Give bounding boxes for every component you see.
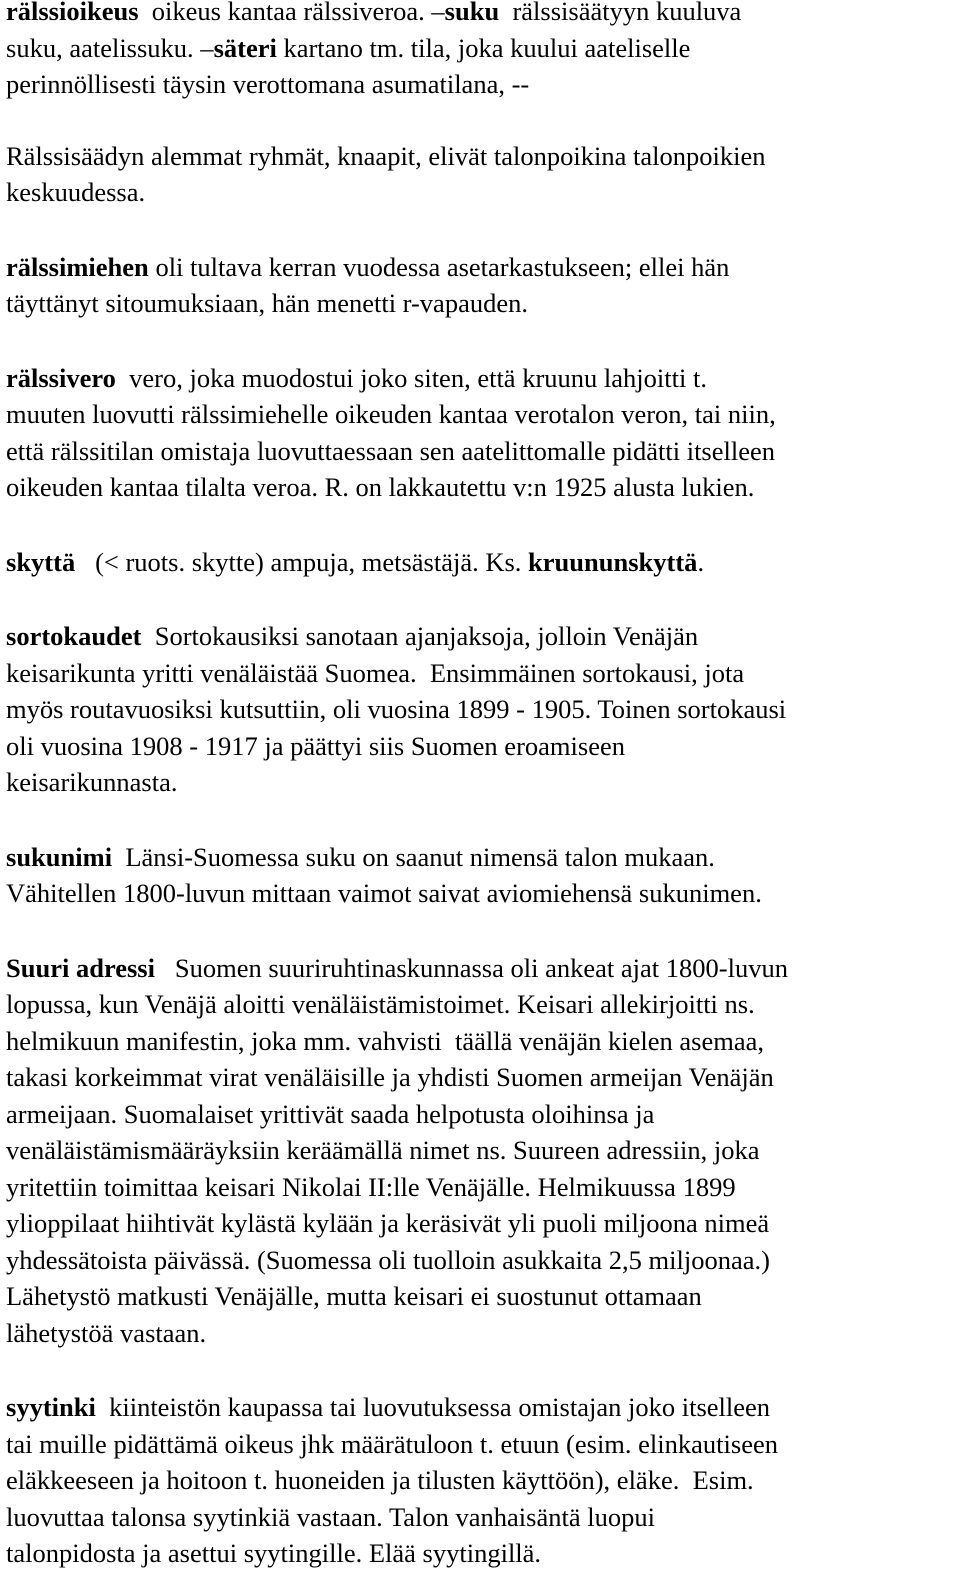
definition-text: Lähetystö matkusti Venäjälle, mutta keisari ei suostunut ottamaan <box>6 1281 702 1311</box>
text-line <box>6 285 956 322</box>
definition-text: kiinteistön kaupassa tai luovutuksessa omistajan joko itselleen <box>95 1392 771 1422</box>
definition-text: Sortokausiksi sanotaan ajanjaksoja, jolloin Venäjän <box>141 621 699 651</box>
text-line <box>6 469 956 506</box>
text-line <box>6 986 956 1023</box>
entry-skytta <box>6 544 956 581</box>
text-line <box>6 691 956 728</box>
entry-ralssimies <box>6 249 956 322</box>
definition-text: (< ruots. skytte) ampuja, metsästäjä. Ks. <box>75 546 529 577</box>
definition-text: keisarikunnasta. <box>6 767 178 797</box>
definition-text: oli vuosina 1908 - 1917 ja päättyi siis Suomen eroamiseen <box>6 730 625 761</box>
term: Suuri adressi <box>6 952 155 983</box>
definition-text: Rälssisäädyn alemmat ryhmät, knaapit, elivät talonpoikina talonpoikien <box>6 140 766 171</box>
definition-text: oikeuden kantaa tilalta veroa. R. on lakkautettu v:n 1925 alusta lukien. <box>6 472 755 502</box>
entry-ralssisaaty <box>6 138 956 211</box>
text-line <box>6 1499 956 1536</box>
entry-ralssivero <box>6 360 956 506</box>
text-line <box>6 360 956 397</box>
definition-text: luovuttaa talonsa syytinkiä vastaan. Talon vanhaisäntä luopui <box>6 1501 655 1532</box>
definition-text: kartano tm. tila, joka kuului aateliselle <box>276 32 691 63</box>
definition-text: lopussa, kun Venäjä aloitti venäläistämistoimet. Keisari allekirjoitti ns. <box>6 989 755 1019</box>
document-page <box>6 0 956 1572</box>
definition-text: oli tultava kerran vuodessa asetarkastukseen; ellei hän <box>148 251 730 282</box>
text-line <box>6 1426 956 1463</box>
definition-text: oikeus kantaa rälssiveroa. – <box>138 0 445 26</box>
text-line <box>6 618 956 655</box>
text-line <box>6 0 956 30</box>
text-line <box>6 1205 956 1242</box>
definition-text: takasi korkeimmat virat venäläisille ja yhdisti Suomen armeijan Venäjän <box>6 1062 774 1092</box>
text-line <box>6 655 956 692</box>
entry-sortokaudet <box>6 618 956 801</box>
entry-suuri-adressi <box>6 950 956 1352</box>
definition-text: vero, joka muodostui joko siten, että kruunu lahjoitti t. <box>115 362 707 393</box>
definition-text: talonpidosta ja asettui syytingille. Elää syytingillä. <box>6 1538 542 1568</box>
definition-text: keisarikunta yritti venäläistää Suomea. Ensimmäinen sortokausi, jota <box>6 657 745 688</box>
text-line <box>6 1315 956 1352</box>
definition-text: että rälssitilan omistaja luovuttaessaan sen aatelittomalle pidätti itselleen <box>6 435 776 466</box>
text-line <box>6 1462 956 1499</box>
term: rälssioikeus <box>6 0 139 26</box>
definition-text: armeijaan. Suomalaiset yrittivät saada helpotusta oloihinsa ja <box>6 1098 655 1129</box>
text-line <box>6 839 956 876</box>
definition-text: . <box>697 546 705 577</box>
text-line <box>6 1535 956 1572</box>
text-line <box>6 950 956 987</box>
text-line <box>6 174 956 211</box>
definition-text: eläkkeeseen ja hoitoon t. huoneiden ja tilusten käyttöön), eläke. Esim. <box>6 1465 754 1495</box>
definition-text: yhdessätoista päivässä. (Suomessa oli tuolloin asukkaita 2,5 miljoonaa.) <box>6 1244 770 1275</box>
term: suku <box>444 0 500 26</box>
text-line <box>6 1059 956 1096</box>
term: syytinki <box>6 1392 96 1422</box>
entry-sukunimi <box>6 839 956 912</box>
cross-reference-term: kruununskyttä <box>528 546 698 577</box>
text-line <box>6 1169 956 1206</box>
definition-text: venäläistämismääräyksiin keräämällä nimet ns. Suureen adressiin, joka <box>6 1135 760 1165</box>
text-line <box>6 1389 956 1426</box>
text-line <box>6 1132 956 1169</box>
term: sukunimi <box>6 841 113 872</box>
text-line <box>6 728 956 765</box>
term: sortokaudet <box>6 621 142 651</box>
definition-text: yritettiin toimittaa keisari Nikolai II:lle Venäjälle. Helmikuussa 1899 <box>6 1171 736 1202</box>
term: skyttä <box>6 546 76 577</box>
text-line <box>6 1096 956 1133</box>
term: rälssimiehen <box>6 251 149 282</box>
text-line <box>6 396 956 433</box>
definition-text: lähetystöä vastaan. <box>6 1317 207 1348</box>
text-line <box>6 544 956 581</box>
definition-text: keskuudessa. <box>6 177 146 207</box>
definition-text: helmikuun manifestin, joka mm. vahvisti täällä venäjän kielen asemaa, <box>6 1025 764 1056</box>
text-line <box>6 249 956 286</box>
definition-text: ylioppilaat hiihtivät kylästä kylään ja keräsivät yli puoli miljoona nimeä <box>6 1208 770 1238</box>
definition-text: tai muille pidättämä oikeus jhk määrätuloon t. etuun (esim. elinkautiseen <box>6 1428 778 1459</box>
definition-text: perinnöllisesti täysin verottomana asumatilana, -- <box>6 69 530 99</box>
text-line <box>6 1278 956 1315</box>
definition-text: Länsi-Suomessa suku on saanut nimensä talon mukaan. <box>112 841 715 872</box>
text-line <box>6 1023 956 1060</box>
text-line <box>6 433 956 470</box>
text-line <box>6 764 956 801</box>
text-line <box>6 30 956 67</box>
term: rälssivero <box>6 362 116 393</box>
definition-text: täyttänyt sitoumuksiaan, hän menetti r-vapauden. <box>6 288 528 318</box>
definition-text: muuten luovutti rälssimiehelle oikeuden kantaa verotalon veron, tai niin, <box>6 399 776 429</box>
definition-text: rälssisäätyyn kuuluva <box>499 0 742 26</box>
term: säteri <box>213 32 277 63</box>
text-line <box>6 138 956 175</box>
definition-text: suku, aatelissuku. – <box>6 32 214 63</box>
entry-ralssioikeus <box>6 0 956 103</box>
text-line <box>6 1242 956 1279</box>
text-line <box>6 66 956 103</box>
definition-text: Vähitellen 1800-luvun mittaan vaimot saivat aviomiehensä sukunimen. <box>6 878 762 908</box>
definition-text: Suomen suuriruhtinaskunnassa oli ankeat ajat 1800-luvun <box>155 952 788 983</box>
entry-syytinki <box>6 1389 956 1572</box>
definition-text: myös routavuosiksi kutsuttiin, oli vuosina 1899 - 1905. Toinen sortokausi <box>6 694 787 724</box>
text-line <box>6 875 956 912</box>
